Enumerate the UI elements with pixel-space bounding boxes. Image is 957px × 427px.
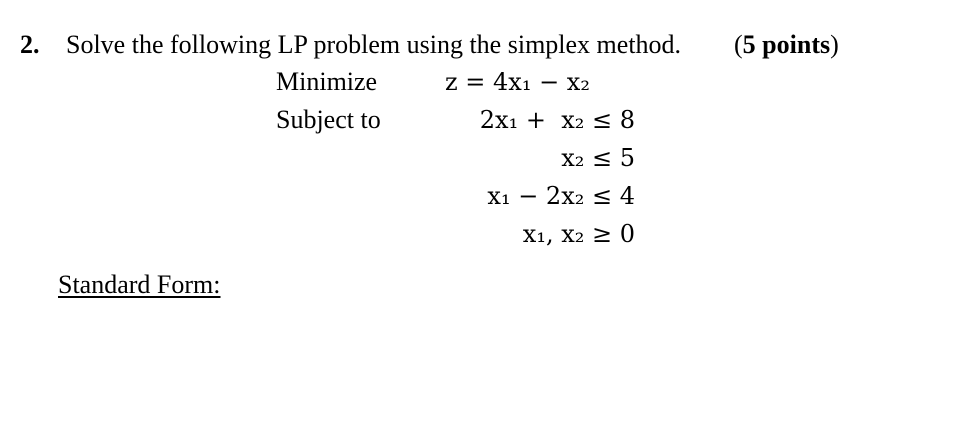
constraint-3: x₁ − 2x₂ ≤ 4 (487, 182, 635, 210)
nonnegativity-constraint: x₁, x₂ ≥ 0 (522, 220, 635, 248)
question-number: 2. (20, 30, 40, 59)
question-points: (5 points) (734, 30, 839, 59)
question-text: Solve the following LP problem using the simplex method. (66, 30, 682, 59)
constraint-2: x₂ ≤ 5 (561, 144, 635, 172)
objective-label: Minimize (276, 67, 378, 96)
constraint-1: 2x₁ + x₂ ≤ 8 (479, 106, 635, 134)
standard-form-label: Standard Form: (58, 270, 221, 299)
objective-function: z = 4x₁ − x₂ (445, 68, 590, 96)
constraints-label: Subject to (276, 105, 381, 134)
